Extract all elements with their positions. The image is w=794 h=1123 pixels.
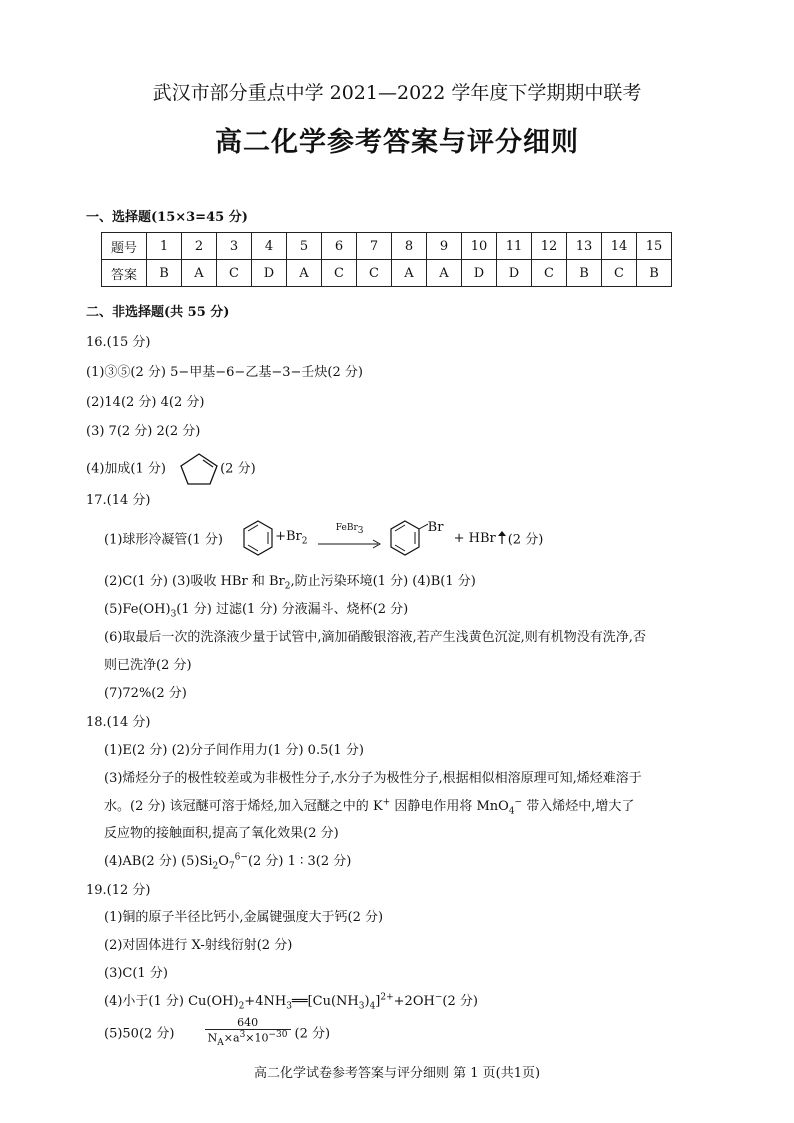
- answer-cell: A: [287, 260, 322, 287]
- arrow-right-icon: [318, 539, 382, 549]
- question-number-cell: 1: [147, 233, 182, 260]
- exam-title: 武汉市部分重点中学 2021—2022 学年度下学期期中联考: [152, 82, 642, 104]
- question-number-cell: 2: [182, 233, 217, 260]
- benzene-ring-icon: [241, 518, 275, 558]
- answer-cell: C: [217, 260, 252, 287]
- bromobenzene-ring-icon: [388, 518, 428, 558]
- answer-cell: D: [497, 260, 532, 287]
- answer-cell: C: [532, 260, 567, 287]
- question-number-cell: 5: [287, 233, 322, 260]
- question-number-cell: 9: [427, 233, 462, 260]
- document-title: 高二化学参考答案与评分细则: [215, 127, 579, 158]
- answer-cell: A: [427, 260, 462, 287]
- question-number-cell: 7: [357, 233, 392, 260]
- answer-cell: C: [322, 260, 357, 287]
- q16-line2: (2)14(2 分) 4(2 分): [86, 395, 205, 410]
- q16-line1: (1)③⑤(2 分) 5−甲基−6−乙基−3−壬炔(2 分): [86, 365, 363, 380]
- question-number-cell: 10: [462, 233, 497, 260]
- q16-line3: (3) 7(2 分) 2(2 分): [86, 424, 201, 439]
- q17-line1-score: (2 分): [507, 532, 544, 548]
- table-row: [102, 260, 672, 287]
- answer-cell: B: [637, 260, 672, 287]
- question-number-cell: 13: [567, 233, 602, 260]
- gas-arrow-up-icon: [498, 531, 506, 545]
- q17-line5: 则已洗净(2 分): [104, 658, 192, 673]
- bromine-substituent: Br: [427, 520, 444, 535]
- section2-title: 二、非选择题(共 55 分): [86, 305, 230, 320]
- question-number-cell: 6: [322, 233, 357, 260]
- q19-line1: (1)铜的原子半径比钙小,金属键强度大于钙(2 分): [104, 910, 384, 925]
- q19-head: 19.(12 分): [86, 883, 151, 898]
- question-number-cell: 3: [217, 233, 252, 260]
- answer-cell: A: [182, 260, 217, 287]
- bromine-reagent: $+Br_2$: [275, 529, 308, 547]
- q17-line1-text: (1)球形冷凝管(1 分): [104, 532, 223, 548]
- row-label: 题号: [102, 233, 147, 260]
- q19-line4: (4)小于(1 分) $Cu(OH)_2+4NH_3══[Cu(NH_3)_4]^{2+}+2OH^-(2$ 分): [104, 992, 478, 1012]
- row-label: 答案: [102, 260, 147, 287]
- table-row: [102, 233, 672, 260]
- q18-line3: 水。(2 分) 该冠醚可溶于烯烃,加入冠醚之中的 K+ 因静电作用将 MnO$_4$− 带入烯烃中,增大了: [104, 797, 635, 817]
- question-number-cell: 8: [392, 233, 427, 260]
- q18-head: 18.(14 分): [86, 715, 151, 730]
- question-number-cell: 4: [252, 233, 287, 260]
- answer-cell: B: [147, 260, 182, 287]
- q18-line1: (1)E(2 分) (2)分子间作用力(1 分) 0.5(1 分): [104, 743, 364, 758]
- question-number-cell: 14: [602, 233, 637, 260]
- answer-cell: C: [602, 260, 637, 287]
- answer-table: [101, 232, 672, 287]
- q17-head: 17.(14 分): [86, 493, 151, 508]
- catalyst-label: FeBr$_3$: [335, 523, 364, 536]
- density-fraction: $\frac{640}{N_A\times a^3\times 10^{-30}}$: [205, 1016, 291, 1048]
- page-footer: 高二化学试卷参考答案与评分细则 第 1 页(共1页): [253, 1066, 541, 1081]
- question-number-cell: 12: [532, 233, 567, 260]
- q19-line2: (2)对固体进行 X-射线衍射(2 分): [104, 938, 293, 953]
- q16-line4-score: (2 分): [220, 461, 256, 477]
- answer-cell: C: [357, 260, 392, 287]
- q19-line3: (3)C(1 分): [104, 966, 168, 981]
- q17-line4: (6)取最后一次的洗涤液少量于试管中,滴加硝酸银溶液,若产生浅黄色沉淀,则有机物没有洗净,否: [104, 630, 646, 645]
- q17-line1: [104, 518, 543, 558]
- question-number-cell: 15: [637, 233, 672, 260]
- answer-cell: A: [392, 260, 427, 287]
- q18-line4: 反应物的接触面积,提高了氧化效果(2 分): [104, 826, 339, 841]
- answer-cell: D: [462, 260, 497, 287]
- answer-cell: D: [252, 260, 287, 287]
- q16-line4-text: (4)加成(1 分): [86, 461, 166, 477]
- q19-line5: (5)50(2 分) $\frac{640}{N_A\times a^3\times 10^{-30}}$ (2 分): [104, 1016, 331, 1048]
- q17-line3: $(5)Fe(OH)_3(1$ 分) 过滤(1 分) 分液漏斗、烧杯(2 分): [104, 602, 409, 620]
- q16-head: 16.(15 分): [86, 335, 151, 350]
- question-number-cell: 11: [497, 233, 532, 260]
- q18-line2: (3)烯烃分子的极性较差或为非极性分子,水分子为极性分子,根据相似相溶原理可知,烯烃难溶于: [104, 771, 642, 786]
- section1-title: 一、选择题(15×3=45 分): [86, 210, 248, 225]
- cyclopentene-structure-icon: [178, 452, 220, 486]
- q16-line4: [86, 452, 256, 486]
- q17-line2: (2)C(1 分) (3)吸收 HBr 和 $Br_2$,防止污染环境(1 分) (4)B(1 分): [104, 574, 476, 592]
- q18-line5: (4)AB(2 分) $(5)Si_2O_7^{6-}(2$ 分) 1 ∶ 3(2 分): [104, 852, 352, 872]
- answer-cell: B: [567, 260, 602, 287]
- reaction-arrow: [318, 523, 382, 553]
- q17-line6: (7)72%(2 分): [104, 686, 187, 701]
- hbr-product: + HBr: [453, 530, 496, 546]
